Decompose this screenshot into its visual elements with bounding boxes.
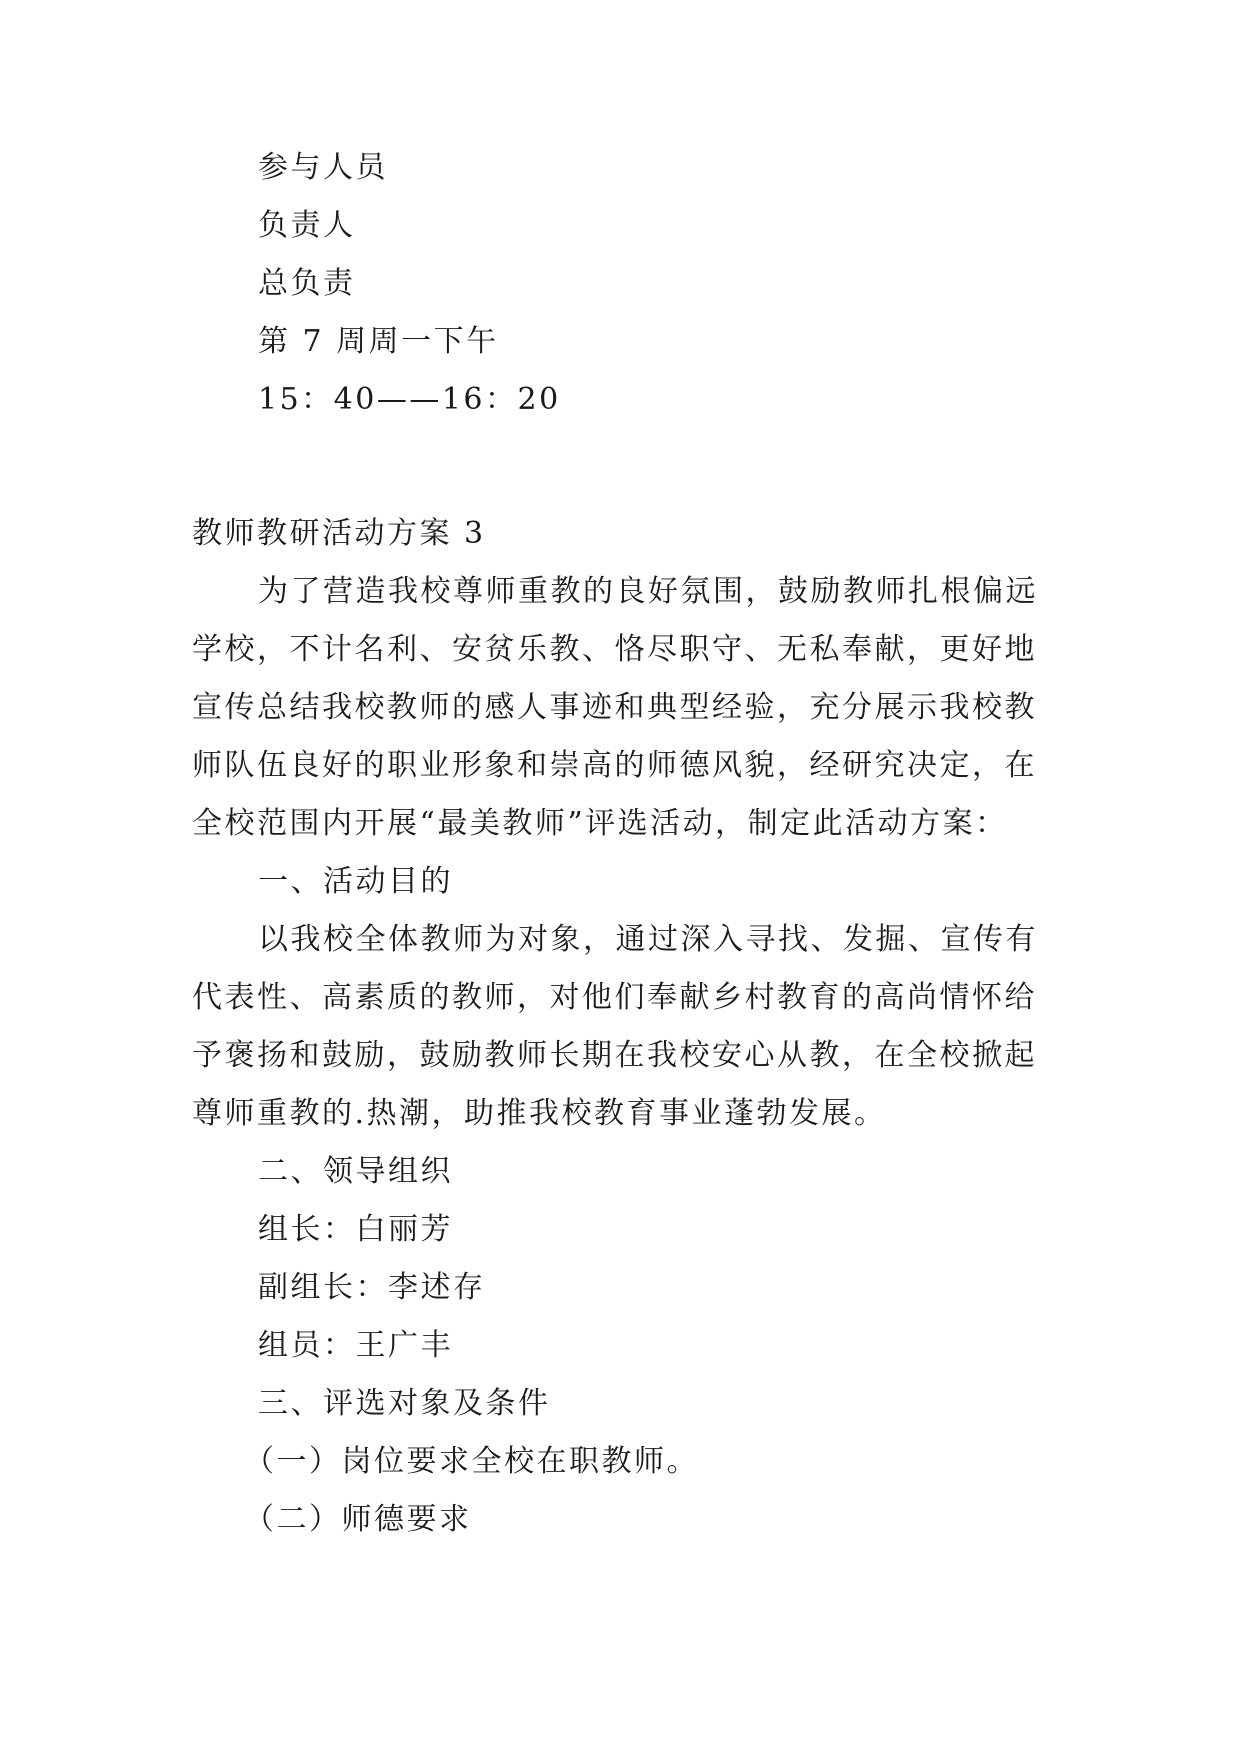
- group-member: 组员：王广丰: [258, 1328, 453, 1363]
- person-in-charge-label: 负责人: [258, 208, 356, 243]
- intro-paragraph-line: 学校，不计名利、安贫乐教、恪尽职守、无私奉献，更好地: [192, 632, 1037, 667]
- criterion-position: （一）岗位要求全校在职教师。: [244, 1444, 699, 1479]
- deputy-group-leader: 副组长：李述存: [258, 1270, 486, 1305]
- heading-selection-criteria: 三、评选对象及条件: [258, 1386, 551, 1421]
- intro-paragraph-line: 为了营造我校尊师重教的良好氛围，鼓励教师扎根偏远: [258, 574, 1038, 609]
- group-leader: 组长：白丽芳: [258, 1212, 453, 1247]
- purpose-paragraph-line: 尊师重教的.热潮，助推我校教育事业蓬勃发展。: [192, 1096, 887, 1131]
- heading-activity-purpose: 一、活动目的: [258, 864, 453, 899]
- purpose-paragraph-line: 予褒扬和鼓励，鼓励教师长期在我校安心从教，在全校掀起: [192, 1038, 1037, 1073]
- intro-paragraph-line: 全校范围内开展“最美教师”评选活动，制定此活动方案：: [192, 806, 1008, 841]
- intro-paragraph-line: 师队伍良好的职业形象和崇高的师德风貌，经研究决定，在: [192, 748, 1037, 783]
- purpose-paragraph-line: 以我校全体教师为对象，通过深入寻找、发掘、宣传有: [258, 922, 1038, 957]
- participants-label: 参与人员: [258, 150, 388, 185]
- purpose-paragraph-line: 代表性、高素质的教师，对他们奉献乡村教育的高尚情怀给: [192, 980, 1037, 1015]
- heading-leadership: 二、领导组织: [258, 1154, 453, 1189]
- criterion-ethics: （二）师德要求: [244, 1502, 472, 1537]
- schedule-time: 15：40——16：20: [258, 382, 561, 417]
- chief-in-charge-label: 总负责: [258, 266, 356, 301]
- schedule-day: 第 7 周周一下午: [258, 324, 499, 359]
- section-title: 教师教研活动方案 3: [192, 516, 486, 551]
- intro-paragraph-line: 宣传总结我校教师的感人事迹和典型经验，充分展示我校教: [192, 690, 1037, 725]
